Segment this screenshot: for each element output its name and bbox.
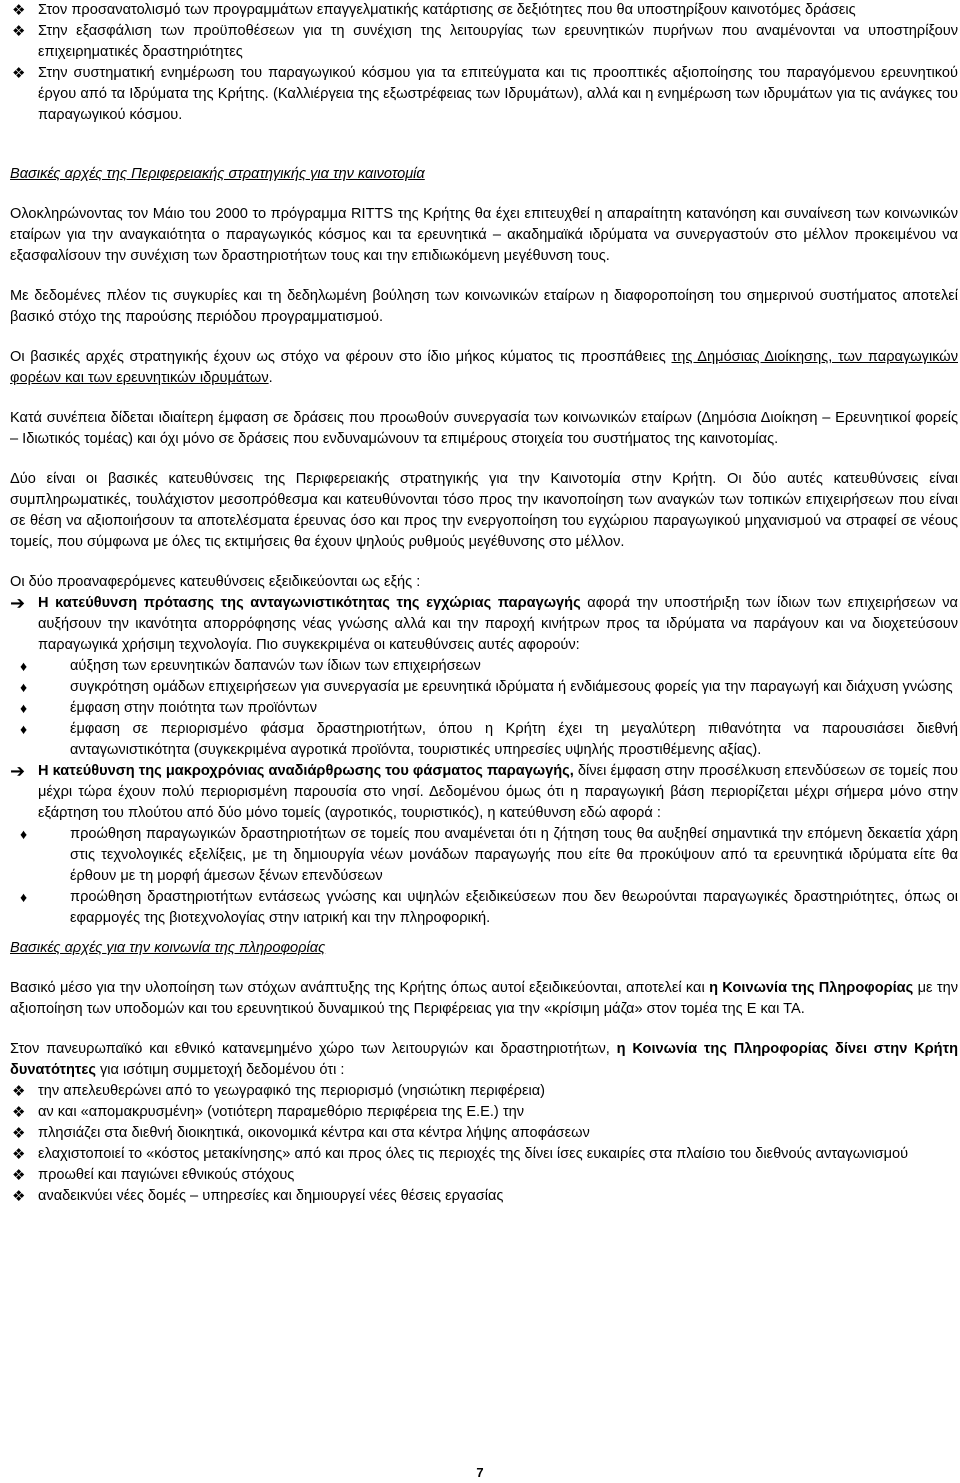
- list-item: [10, 677, 958, 698]
- list-item-text: Στην συστηματική ενημέρωση του παραγωγικού κόσμου για τα επιτεύγματα και τις προοπτικές αξιοποίησης του παραγόμενου ερευνητικού έργου από τα Ιδρύματα της Κρήτης. (Καλλιέργεια της εξωστρέφειας των Ιδρυμάτων), αλλά και η ενημέρωση των ιδρυμάτων για τις ανάγκες του παραγωγικού κόσμου.: [38, 65, 958, 123]
- paragraph-text: .: [268, 370, 273, 386]
- list-item: [10, 887, 958, 929]
- list-item-text: Στην εξασφάλιση των προϋποθέσεων για τη συνέχιση της λειτουργίας των ερευνητικών πυρήνων που αναμένονται να υποστηρίξουν επιχειρηματικές δραστηριότητες: [38, 23, 958, 60]
- diamond-bullet-icon: ♦: [20, 721, 28, 737]
- section-heading-innovation: [10, 164, 958, 185]
- diamond-bullet-icon: ♦: [20, 700, 28, 716]
- direction-sublist: [10, 656, 958, 761]
- list-item: [10, 1165, 958, 1186]
- paragraph: Οι δύο προαναφερόμενες κατευθύνσεις εξειδικεύονται ως εξής :: [10, 574, 421, 590]
- bold-text: η Κοινωνία της Πληροφορίας δίνει στην Κρήτη δυνατότητες: [10, 1041, 959, 1078]
- information-society-list: [10, 1081, 958, 1207]
- list-item: [10, 1081, 958, 1102]
- clover-bullet-icon: ❖: [12, 65, 26, 82]
- list-item: [10, 21, 958, 63]
- paragraph: Ολοκληρώνοντας τον Μάιο του 2000 το πρόγραμμα RITTS της Κρήτης θα έχει επιτευχθεί η απαραίτητη κατανόηση και συναίνεση των κοινωνικών εταίρων για την αναγκαιότητα ο παραγωγικός κόσμος και τα ερευνητικά – ακαδημαϊκά ιδρύματα να συνεργαστούν στο μέλλον προκειμένου να εξασφαλίσουν την συνέχιση των δραστηριοτήτων τους και την επιδιωκόμενη μεγέθυνση τους.: [10, 206, 958, 264]
- list-item: [10, 824, 958, 887]
- paragraph-text: Βασικό μέσο για την υλοποίηση των στόχων ανάπτυξης της Κρήτης όπως αυτοί εξειδικεύονται, αποτελεί και: [10, 980, 710, 996]
- clover-bullet-icon: ❖: [12, 1083, 26, 1100]
- document-page: [10, 0, 958, 1207]
- clover-bullet-icon: ❖: [12, 2, 26, 19]
- list-item: [10, 1144, 958, 1165]
- paragraph: [10, 347, 958, 389]
- list-item-text: προώθηση δραστηριοτήτων εντάσεως γνώσης και υψηλών εξειδικεύσεων που δεν θεωρούνται παραγωγικές δραστηριότητες, όπως οι εφαρμογές της βιοτεχνολογίας στην ιατρική και την πληροφορική.: [70, 889, 958, 926]
- heading-text: Βασικές αρχές της Περιφερειακής στρατηγικής για την καινοτομία: [10, 166, 425, 182]
- section-heading-information-society: [10, 938, 958, 959]
- underlined-text: της Δημόσιας Διοίκησης, των παραγωγικών φορέων και των ερευνητικών ιδρυμάτων: [10, 349, 958, 386]
- list-item-text: Στον προσανατολισμό των προγραμμάτων επαγγελματικής κατάρτισης σε δεξιότητες που θα υποστηρίξουν καινοτόμες δράσεις: [38, 2, 856, 18]
- direction-sublist: [10, 824, 958, 929]
- paragraph-text: για ισότιμη συμμετοχή δεδομένου ότι :: [95, 1062, 345, 1078]
- clover-bullet-icon: ❖: [12, 1125, 26, 1142]
- top-bullet-list: [10, 0, 958, 126]
- arrow-bullet-icon: ➔: [10, 761, 26, 781]
- paragraph-text: Στον πανευρωπαϊκό και εθνικό κατανεμημένο χώρο των λειτουργιών και δραστηριοτήτων,: [10, 1041, 617, 1057]
- list-item-text: έμφαση στην ποιότητα των προϊόντων: [70, 700, 317, 716]
- list-item-text: αναδεικνύει νέες δομές – υπηρεσίες και δημιουργεί νέες θέσεις εργασίας: [38, 1188, 504, 1204]
- list-item: [10, 1123, 958, 1144]
- direction-item: [10, 761, 958, 824]
- list-item: [10, 698, 958, 719]
- direction-title: Η κατεύθυνση της μακροχρόνιας αναδιάρθρωσης του φάσματος παραγωγής,: [38, 763, 574, 779]
- list-item-text: αν και «απομακρυσμένη» (νοτιότερη παραμεθόριο περιφέρεια της Ε.Ε.) την: [38, 1104, 524, 1120]
- list-item-text: την απελευθερώνει από το γεωγραφικό της περιορισμό (νησιώτικη περιφέρεια): [38, 1083, 546, 1099]
- paragraph: Δύο είναι οι βασικές κατευθύνσεις της Περιφερειακής στρατηγικής για την Καινοτομία στην Κρήτη. Οι δύο αυτές κατευθύνσεις είναι συμπληρωματικές, τουλάχιστον μεσοπρόθεσμα και κατευθύνονται τόσο προς την ικανοποίηση των αναγκών των τοπικών επιχειρήσεων που είναι σε θέση να αξιοποιήσουν τα αποτελέσματα έρευνας όσο και προς την ενεργοποίηση του εγχώριου παραγωγικού μηχανισμού να στραφεί σε νέους τομείς, που σύμφωνα με όλες τις εκτιμήσεις θα έχουν ψηλούς ρυθμούς μεγέθυνσης στο μέλλον.: [10, 471, 958, 550]
- list-item: [10, 0, 958, 21]
- direction-text: αφορά την υποστήριξη των ίδιων των επιχειρήσεων να αυξήσουν την ικανότητα απορρόφησης νέας γνώσης αλλά και την παροχή κινήτρων προς τα ιδρύματα να παράγουν και να διοχετεύσουν παραγωγικά χρήσιμη τεχνολογία. Πιο συγκεκριμένα οι κατευθύνσεις αυτές αφορούν:: [38, 595, 958, 653]
- page-number: 7: [476, 1465, 484, 1480]
- clover-bullet-icon: ❖: [12, 23, 26, 40]
- list-item-text: έμφαση σε περιορισμένο φάσμα δραστηριοτήτων, όπου η Κρήτη έχει τη μεγαλύτερη πιθανότητα να παρουσιάσει διεθνή ανταγωνιστικότητα (συγκεκριμένα αγροτικά προϊόντα, τουριστικές υπηρεσίες υψηλής προστιθέμενης αξίας).: [70, 721, 958, 758]
- heading-text: Βασικές αρχές για την κοινωνία της πληροφορίας: [10, 940, 326, 956]
- list-item-text: ελαχιστοποιεί το «κόστος μετακίνησης» από και προς όλες τις περιοχές της δίνει ίσες ευκαιρίες στα πλαίσιο του διεθνούς ανταγωνισμού: [38, 1146, 909, 1162]
- list-item-text: αύξηση των ερευνητικών δαπανών των ίδιων των επιχειρήσεων: [70, 658, 481, 674]
- list-item: [10, 719, 958, 761]
- diamond-bullet-icon: ♦: [20, 658, 28, 674]
- clover-bullet-icon: ❖: [12, 1167, 26, 1184]
- clover-bullet-icon: ❖: [12, 1104, 26, 1121]
- list-item-text: συγκρότηση ομάδων επιχειρήσεων για συνεργασία με ερευνητικά ιδρύματα ή ενδιάμεσους φορείς για την παραγωγή και διάχυση γνώσης: [70, 679, 953, 695]
- paragraph-text: με την αξιοποίηση των υποδομών και του ερευνητικού δυναμικού της Περιφέρειας για την «κρίσιμη μάζα» στον τομέα της Ε και ΤΑ.: [10, 980, 958, 1017]
- list-item: [10, 63, 958, 126]
- bold-text: η Κοινωνία της Πληροφορίας: [709, 980, 914, 996]
- paragraph-text: Οι βασικές αρχές στρατηγικής έχουν ως στόχο να φέρουν στο ίδιο μήκος κύματος τις προσπάθειες: [10, 349, 672, 365]
- diamond-bullet-icon: ♦: [20, 889, 28, 905]
- direction-title: Η κατεύθυνση πρότασης της ανταγωνιστικότητας της εγχώριας παραγωγής: [38, 595, 581, 611]
- paragraph: Με δεδομένες πλέον τις συγκυρίες και τη δεδηλωμένη βούληση των κοινωνικών εταίρων η διαφοροποίηση του σημερινού συστήματος αποτελεί βασικό στόχο της παρούσης περιόδου προγραμματισμού.: [10, 288, 958, 325]
- direction-text: δίνει έμφαση στην προσέλκυση επενδύσεων σε τομείς που μέχρι τώρα έχουν πολύ περιορισμένη παρουσία στο νησί. Δεδομένου όμως ότι η παραγωγική βάση περιορίζεται μέχρι σήμερα μόνο στην εξάρτηση του πλούτου από δύο μόνο τομείς (αγροτικός, τουριστικός), η κατεύθυνση εδώ αφορά :: [38, 763, 958, 821]
- list-item-text: προωθεί και παγιώνει εθνικούς στόχους: [38, 1167, 295, 1183]
- paragraph: [10, 978, 958, 1020]
- list-item-text: προώθηση παραγωγικών δραστηριοτήτων σε τομείς που αναμένεται ότι η ζήτηση τους θα αυξηθεί σημαντικά την επόμενη δεκαετία χάρη στις τεχνολογικές εξελίξεις, με τη δημιουργία νέων μονάδων παραγωγής που είτε θα προκύψουν από τα ερευνητικά ιδρύματα είτε θα έρθουν με τη μορφή άμεσων ξένων επενδύσεων: [70, 826, 958, 884]
- list-item: [10, 1186, 958, 1207]
- clover-bullet-icon: ❖: [12, 1146, 26, 1163]
- diamond-bullet-icon: ♦: [20, 679, 28, 695]
- paragraph: [10, 1039, 958, 1081]
- list-item-text: πλησιάζει στα διεθνή διοικητικά, οικονομικά κέντρα και στα κέντρα λήψης αποφάσεων: [38, 1125, 590, 1141]
- list-item: [10, 656, 958, 677]
- list-item: [10, 1102, 958, 1123]
- arrow-bullet-icon: ➔: [10, 593, 26, 613]
- direction-item: [10, 593, 958, 656]
- paragraph: Κατά συνέπεια δίδεται ιδιαίτερη έμφαση σε δράσεις που προωθούν συνεργασία των κοινωνικών εταίρων (Δημόσια Διοίκηση – Ερευνητικοί φορείς – Ιδιωτικός τομέας) και όχι μόνο σε δράσεις που ενδυναμώνουν τα επιμέρους στοιχεία του συστήματος της καινοτομίας.: [10, 410, 958, 447]
- clover-bullet-icon: ❖: [12, 1188, 26, 1205]
- diamond-bullet-icon: ♦: [20, 826, 28, 842]
